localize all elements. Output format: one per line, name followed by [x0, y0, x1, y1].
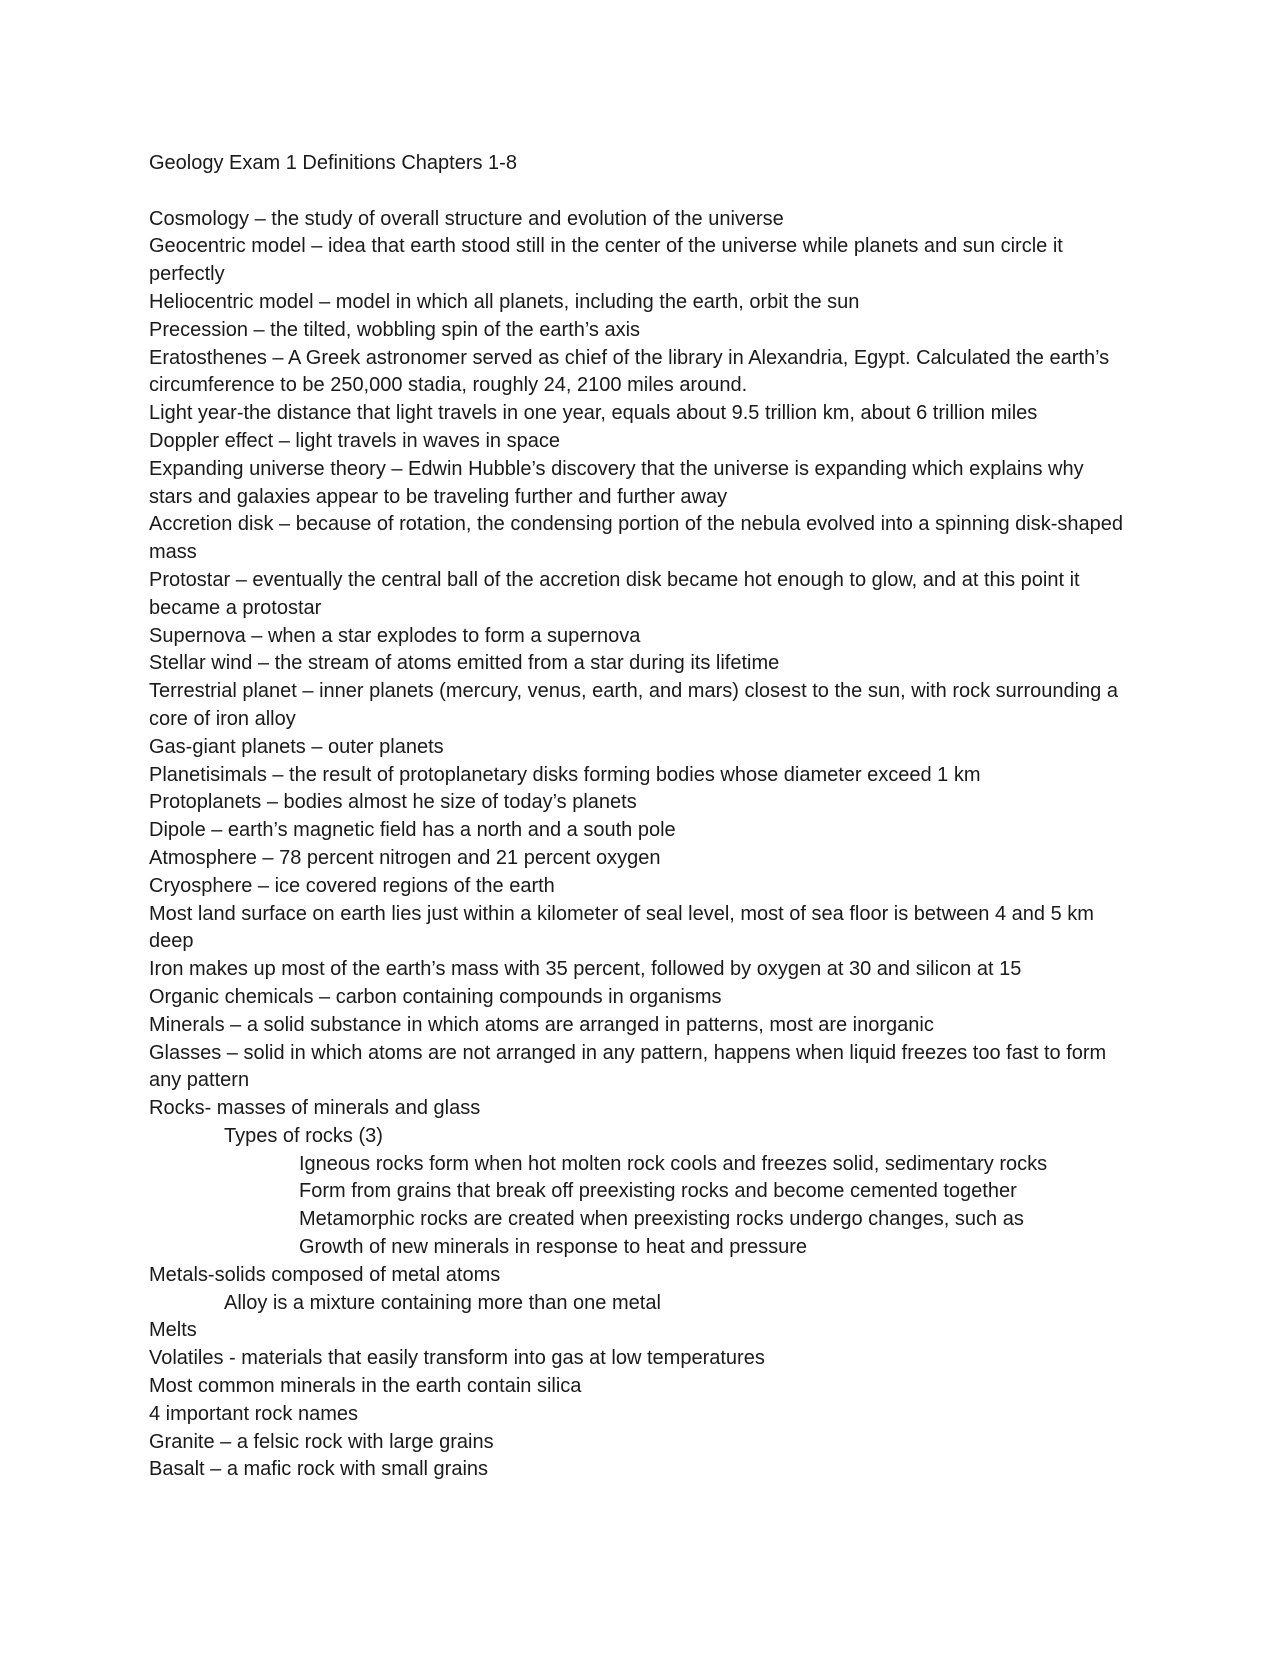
definition-line: Accretion disk – because of rotation, the condensing portion of the nebula evolved into a spinning disk-shaped mass: [149, 513, 1123, 564]
rock-types-heading: Types of rocks (3): [224, 1124, 383, 1147]
rock-types-line: Form from grains that break off preexisting rocks and become cemented together: [299, 1180, 1017, 1203]
rock-types-line: Metamorphic rocks are created when preexisting rocks undergo changes, such as: [299, 1208, 1024, 1231]
document-body: [149, 150, 1129, 1484]
definition-line: Atmosphere – 78 percent nitrogen and 21 percent oxygen: [149, 846, 661, 869]
document-title: Geology Exam 1 Definitions Chapters 1-8: [149, 152, 517, 174]
metals-heading: Metals-solids composed of metal atoms: [149, 1263, 501, 1286]
definition-line: Precession – the tilted, wobbling spin of the earth’s axis: [149, 318, 641, 341]
definition-line: Protoplanets – bodies almost he size of today’s planets: [149, 791, 637, 814]
definition-line: Supernova – when a star explodes to form a supernova: [149, 624, 641, 647]
definition-line: Terrestrial planet – inner planets (mercury, venus, earth, and mars) closest to the sun, with rock surrounding a core of iron alloy: [149, 680, 1118, 730]
definition-line: Cosmology – the study of overall structure and evolution of the universe: [149, 207, 784, 230]
rock-types-line: Growth of new minerals in response to heat and pressure: [299, 1236, 808, 1259]
rock-types-line: Igneous rocks form when hot molten rock cools and freezes solid, sedimentary rocks: [299, 1152, 1048, 1175]
definition-line: Basalt – a mafic rock with small grains: [149, 1458, 489, 1481]
definition-line: Planetisimals – the result of protoplanetary disks forming bodies whose diameter exceed 1 km: [149, 763, 981, 786]
definition-line: Granite – a felsic rock with large grains: [149, 1430, 494, 1453]
definition-line: Expanding universe theory – Edwin Hubble’s discovery that the universe is expanding which explains why stars and galaxies appear to be traveling further and further away: [149, 457, 1084, 508]
definition-line: Glasses – solid in which atoms are not arranged in any pattern, happens when liquid freezes too fast to form any pattern: [149, 1041, 1107, 1092]
definition-line: Volatiles - materials that easily transform into gas at low temperatures: [149, 1347, 765, 1370]
definition-line: Protostar – eventually the central ball of the accretion disk became hot enough to glow, and at this point it became a protostar: [149, 568, 1080, 619]
definition-line: Eratosthenes – A Greek astronomer served as chief of the library in Alexandria, Egypt. Calculated the earth’s circumference to be 250,000 stadia, roughly 24, 2100 miles around.: [149, 346, 1110, 397]
definition-line: Organic chemicals – carbon containing compounds in organisms: [149, 985, 722, 1008]
definition-line: Rocks- masses of minerals and glass: [149, 1097, 481, 1120]
definition-line: Gas-giant planets – outer planets: [149, 735, 444, 758]
definition-line: Cryosphere – ice covered regions of the earth: [149, 874, 555, 897]
definition-line: Iron makes up most of the earth’s mass with 35 percent, followed by oxygen at 30 and silicon at 15: [149, 958, 1022, 981]
definition-line: Dipole – earth’s magnetic field has a north and a south pole: [149, 819, 676, 842]
definition-line: Most land surface on earth lies just within a kilometer of seal level, most of sea floor is between 4 and 5 km deep: [149, 902, 1094, 953]
definition-line: Heliocentric model – model in which all planets, including the earth, orbit the sun: [149, 290, 860, 313]
definition-line: Most common minerals in the earth contain silica: [149, 1375, 582, 1398]
definition-line: 4 important rock names: [149, 1402, 358, 1425]
definition-line: Geocentric model – idea that earth stood still in the center of the universe while planets and sun circle it perfectly: [149, 235, 1063, 286]
definition-line: Melts: [149, 1319, 197, 1342]
definition-line: Minerals – a solid substance in which atoms are arranged in patterns, most are inorganic: [149, 1013, 934, 1036]
definition-line: Doppler effect – light travels in waves in space: [149, 429, 560, 452]
definition-line: Stellar wind – the stream of atoms emitted from a star during its lifetime: [149, 652, 780, 675]
alloy-line: Alloy is a mixture containing more than one metal: [224, 1291, 661, 1314]
definition-line: Light year-the distance that light travels in one year, equals about 9.5 trillion km, about 6 trillion miles: [149, 402, 1038, 425]
